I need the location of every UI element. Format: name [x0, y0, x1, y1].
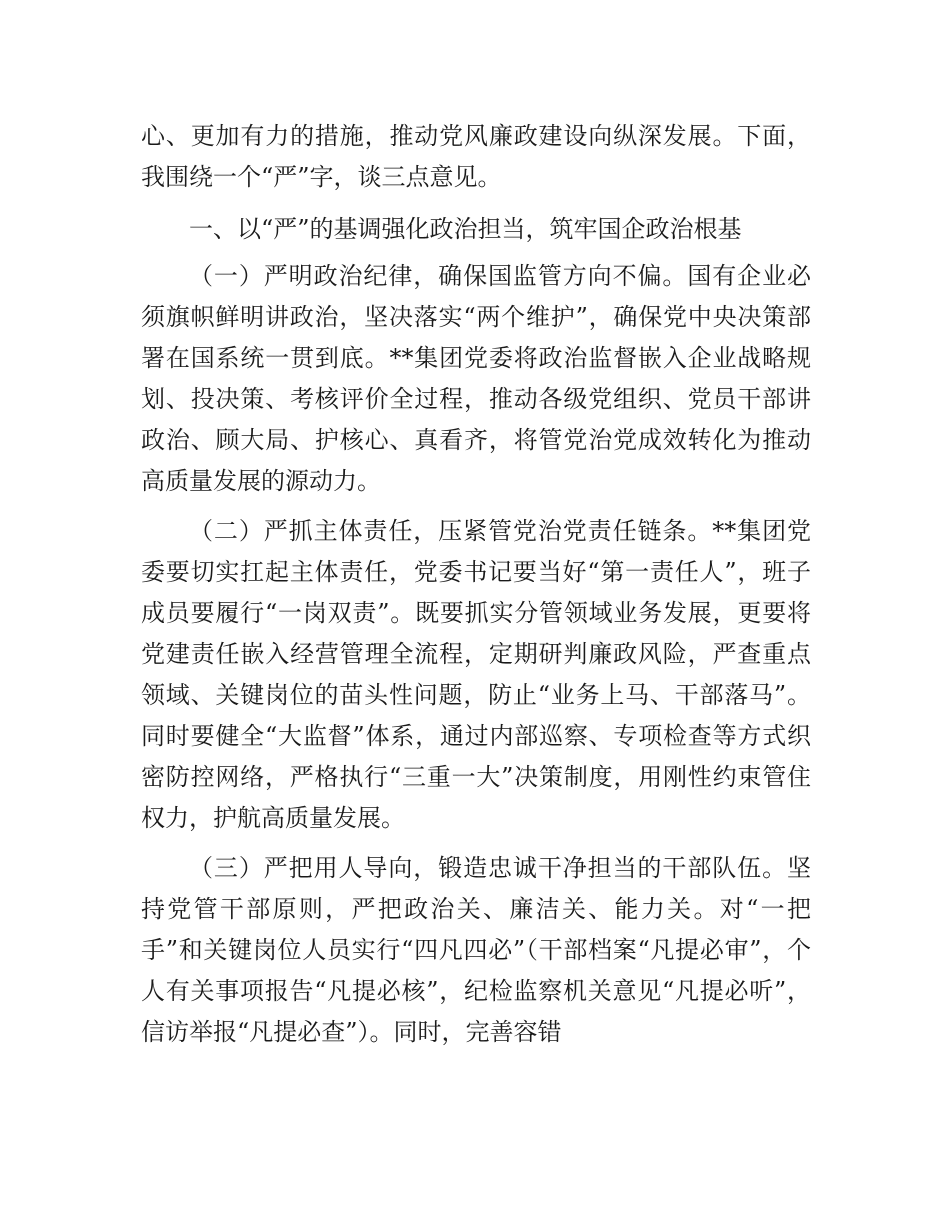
section-heading-1: 一、以“严”的基调强化政治担当，筑牢国企政治根基: [189, 215, 742, 243]
document-body: [141, 116, 811, 1062]
paragraph-item-1: （一）严明政治纪律，确保国监管方向不偏。国有企业必须旗帜鲜明讲政治，坚决落实“两个维护”，确保党中央决策部署在国系统一贯到底。**集团党委将政治监督嵌入企业战略规划、投决策、考核评价全过程，推动各级党组织、党员干部讲政治、顾大局、护核心、真看齐，将管党治党成效转化为推动高质量发展的源动力。: [141, 262, 811, 495]
paragraph-item-3: （三）严把用人导向，锻造忠诚干净担当的干部队伍。坚持党管干部原则，严把政治关、廉洁关、能力关。对“一把手”和关键岗位人员实行“四凡四必”（干部档案“凡提必审”，个人有关事项报告“凡提必核”，纪检监察机关意见“凡提必听”，信访举报“凡提必查”）。同时，完善容错: [141, 854, 811, 1046]
paragraph-item-2: （二）严抓主体责任，压紧管党治党责任链条。**集团党委要切实扛起主体责任，党委书记要当好“第一责任人”，班子成员要履行“一岗双责”。既要抓实分管领域业务发展，更要将党建责任嵌入经营管理全流程，定期研判廉政风险，严查重点领域、关键岗位的苗头性问题，防止“业务上马、干部落马”。同时要健全“大监督”体系，通过内部巡察、专项检查等方式织密防控网络，严格执行“三重一大”决策制度，用刚性约束管住权力，护航高质量发展。: [141, 517, 811, 832]
paragraph-continuation: 心、更加有力的措施，推动党风廉政建设向纵深发展。下面，我围绕一个“严”字，谈三点意见。: [141, 122, 811, 191]
